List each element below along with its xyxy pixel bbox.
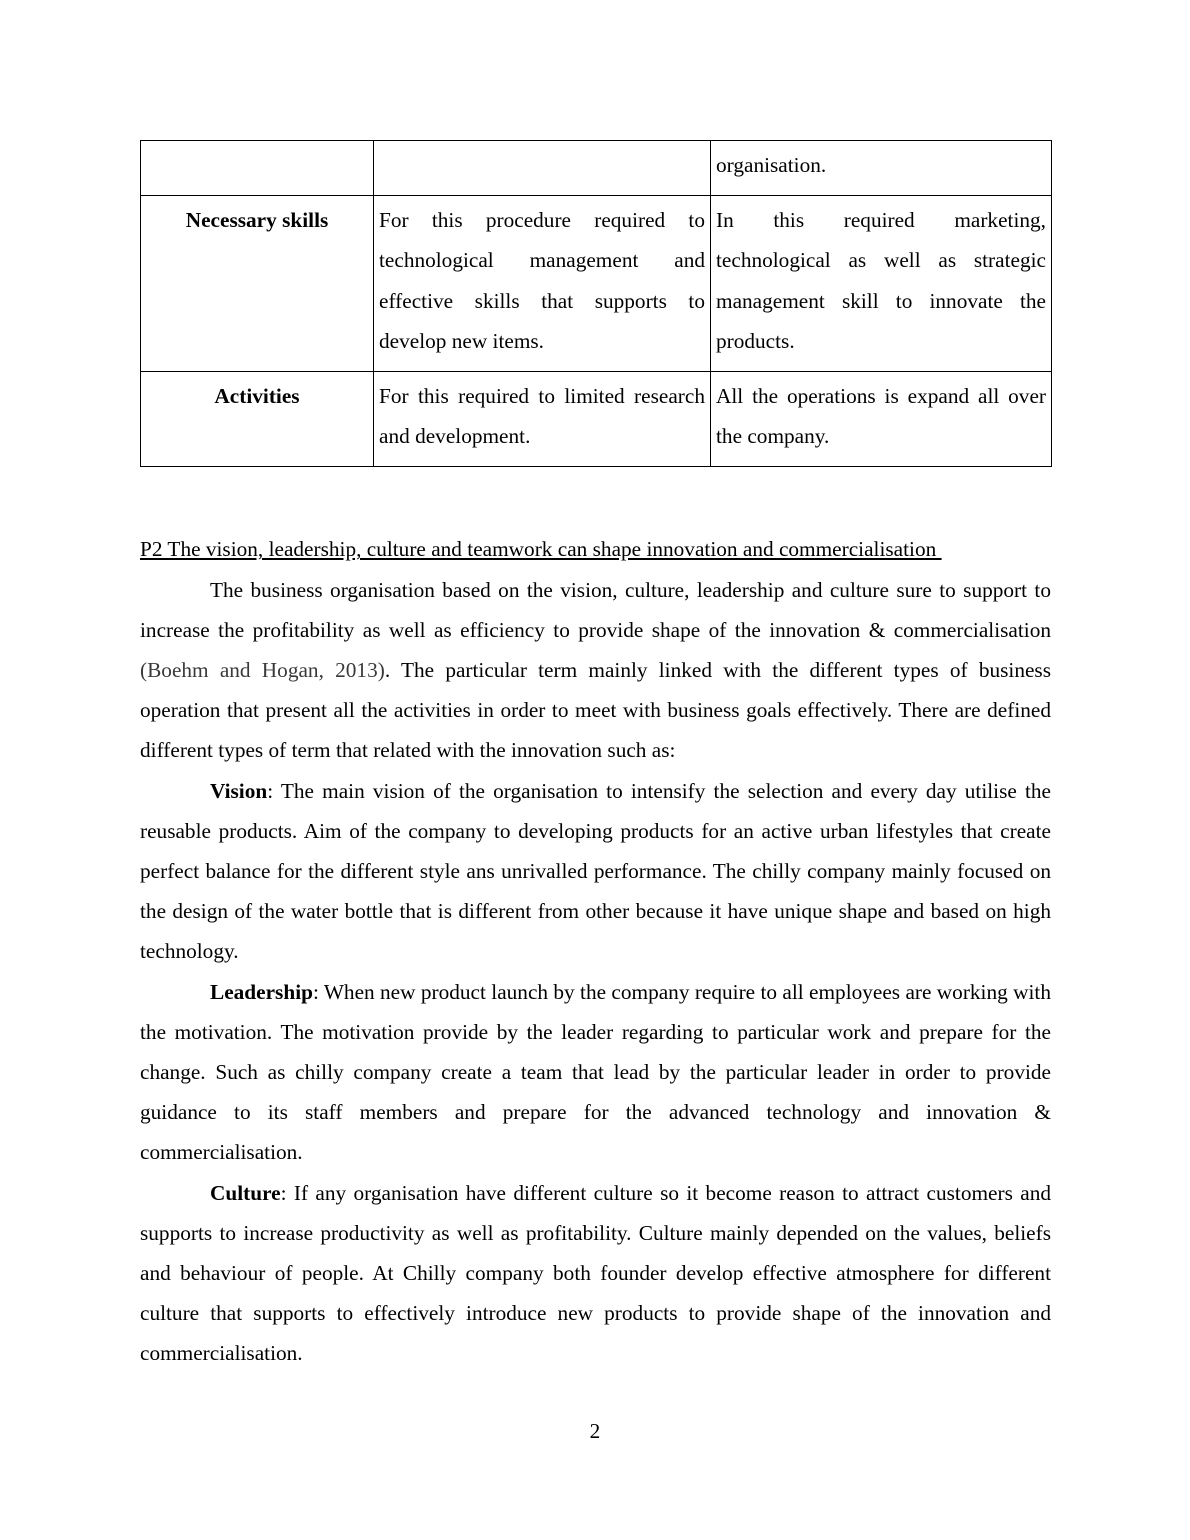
table-cell: For this required to limited research and development. [374,372,711,467]
comparison-table [140,140,1052,467]
culture-text: : If any organisation have different culture so it become reason to attract customers and supports to increase productivity as well as profitability. Culture mainly depended on the values, beliefs and behaviour of people. At Chilly company both founder develop effective atmosphere for different culture that supports to effectively introduce new products to provide shape of the innovation and commercialisation. [140,1180,1051,1366]
table-row [141,372,1052,467]
table-cell: All the operations is expand all over the company. [711,372,1052,467]
table-cell: For this procedure required to technological management and effective skills that supports to develop new items. [374,196,711,372]
leadership-paragraph [140,972,1051,1173]
vision-text: : The main vision of the organisation to intensify the selection and every day utilise the reusable products. Aim of the company to developing products for an active urban lifestyles that create perfect balance for the different style ans unrivalled performance. The chilly company mainly focused on the design of the water bottle that is different from other because it have unique shape and based on high technology. [140,778,1051,964]
vision-term: Vision [210,778,268,803]
leadership-term: Leadership [210,979,313,1004]
row-label [141,141,374,196]
document-page [140,140,1051,1374]
culture-term: Culture [210,1180,281,1205]
page-number: 2 [589,1419,601,1443]
section-heading: P2 The vision, leadership, culture and teamwork can shape innovation and commercialisation [140,537,942,562]
intro-paragraph [140,570,1051,771]
culture-paragraph [140,1173,1051,1374]
row-label: Activities [141,372,374,467]
vision-paragraph [140,771,1051,972]
table-row [141,141,1052,196]
table-row [141,196,1052,372]
intro-text-continued: . The particular term mainly linked with the different types of business operation that present all the activities in order to meet with business goals effectively. There are defined different types of term that related with the innovation such as: [140,658,1052,763]
table-cell: organisation. [711,141,1052,196]
table-cell: In this required marketing, technological as well as strategic management skill to innovate the products. [711,196,1052,372]
intro-text: The business organisation based on the vision, culture, leadership and culture sure to support to increase the profitability as well as efficiency to provide shape of the innovation & commercialisation [140,577,1051,642]
leadership-text: : When new product launch by the company require to all employees are working with the motivation. The motivation provide by the leader regarding to particular work and prepare for the change. Such as chilly company create a team that lead by the particular leader in order to provide guidance to its staff members and prepare for the advanced technology and innovation & commercialisation. [140,979,1051,1165]
citation: (Boehm and Hogan, 2013) [140,658,385,683]
table-cell [374,141,711,196]
row-label: Necessary skills [141,196,374,372]
